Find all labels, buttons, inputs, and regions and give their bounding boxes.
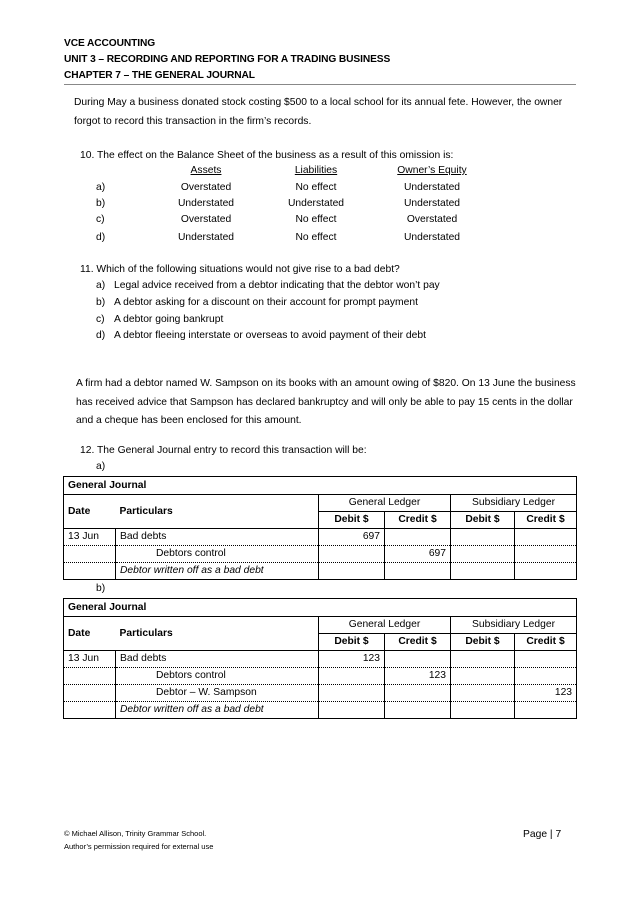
- journal-narration: Debtor written off as a bad debt: [116, 702, 319, 719]
- q10-option-letter: d): [96, 232, 106, 243]
- journal-particulars: Debtors control: [116, 546, 319, 563]
- intro-paragraph: During May a business donated stock costing $500 to a local school for its annual fete. However, the owner forgot to record this transaction in the firm’s records.: [74, 97, 563, 127]
- q10-option-equity: Overstated: [406, 214, 458, 225]
- q10-header-liabilities: Liabilities: [294, 165, 338, 176]
- journal-date: 13 Jun: [64, 529, 116, 546]
- q11-option-c: [96, 312, 223, 328]
- journal-sl-credit: [515, 651, 577, 668]
- q10-option-d: [96, 230, 516, 246]
- journal-title: General Journal: [64, 477, 577, 495]
- journal-date: [64, 702, 116, 719]
- q10-option-b: [96, 196, 516, 212]
- q10-option-letter: a): [96, 182, 106, 193]
- journal-ledger-header-row: [64, 617, 577, 634]
- q10-option-assets: Overstated: [180, 182, 232, 193]
- journal-sl-debit: [451, 563, 515, 580]
- q12-option-b-label: b): [96, 583, 106, 594]
- journal-row: [64, 546, 577, 563]
- q10-option-liabilities: Understated: [287, 198, 345, 209]
- q10-option-assets: Overstated: [180, 214, 232, 225]
- subsidiary-ledger-header: Subsidiary Ledger: [451, 495, 577, 512]
- general-journal-b: [63, 598, 577, 719]
- journal-gl-credit: 123: [385, 668, 451, 685]
- scenario-paragraph: A firm had a debtor named W. Sampson on its books with an amount owing of $820. On 13 June the business has received advice that Sampson has declared bankruptcy and will only be able to pay 15 cents in the dollar and a cheque has been enclosed for this amount.: [76, 378, 576, 426]
- header-subject: VCE ACCOUNTING: [64, 38, 156, 49]
- journal-date: [64, 546, 116, 563]
- q11-option-text: A debtor fleeing interstate or overseas to avoid payment of their debt: [114, 330, 426, 341]
- journal-gl-credit: [385, 702, 451, 719]
- journal-sl-credit: [515, 546, 577, 563]
- journal-gl-debit: [319, 546, 385, 563]
- journal-date-header: Date: [64, 495, 116, 529]
- q10-option-assets: Understated: [177, 232, 235, 243]
- journal-gl-credit: 697: [385, 546, 451, 563]
- q11-option-d: [96, 328, 426, 344]
- general-journal-a: [63, 476, 577, 580]
- q10-option-assets: Understated: [177, 198, 235, 209]
- q11-option-letter: b): [96, 297, 106, 308]
- journal-narration-row: [64, 702, 577, 719]
- journal-particulars-header: Particulars: [116, 495, 319, 529]
- q12-option-a-label: a): [96, 461, 106, 472]
- journal-gl-credit: [385, 651, 451, 668]
- general-ledger-header: General Ledger: [319, 495, 451, 512]
- journal-title-row: [64, 477, 577, 495]
- journal-sl-debit: [451, 668, 515, 685]
- q10-option-liabilities: No effect: [295, 232, 337, 243]
- journal-ledger-header-row: [64, 495, 577, 512]
- gl-credit-header: Credit $: [385, 634, 451, 651]
- q11-option-letter: d): [96, 330, 106, 341]
- q10-option-liabilities: No effect: [295, 214, 337, 225]
- q11-option-text: A debtor going bankrupt: [114, 314, 224, 325]
- journal-sl-credit: [515, 529, 577, 546]
- journal-particulars: Debtor – W. Sampson: [116, 685, 319, 702]
- journal-gl-debit: [319, 563, 385, 580]
- journal-row: [64, 668, 577, 685]
- journal-gl-credit: [385, 529, 451, 546]
- q11-option-text: A debtor asking for a discount on their account for prompt payment: [114, 297, 418, 308]
- journal-gl-credit: [385, 563, 451, 580]
- journal-sl-debit: [451, 529, 515, 546]
- sl-debit-header: Debit $: [451, 512, 515, 529]
- gl-debit-header: Debit $: [319, 634, 385, 651]
- journal-gl-credit: [385, 685, 451, 702]
- sl-credit-header: Credit $: [515, 512, 577, 529]
- gl-credit-header: Credit $: [385, 512, 451, 529]
- q11-option-a: [96, 278, 440, 294]
- journal-gl-debit: 123: [319, 651, 385, 668]
- journal-title-row: [64, 599, 577, 617]
- journal-date-header: Date: [64, 617, 116, 651]
- journal-narration-row: [64, 563, 577, 580]
- q10-option-c: [96, 212, 516, 228]
- journal-row: [64, 529, 577, 546]
- general-ledger-header: General Ledger: [319, 617, 451, 634]
- q10-option-equity: Understated: [403, 182, 461, 193]
- question-12: 12. The General Journal entry to record this transaction will be:: [80, 445, 367, 456]
- q10-header-assets: Assets: [190, 165, 222, 176]
- q10-option-letter: b): [96, 198, 106, 209]
- journal-particulars: Bad debts: [116, 651, 319, 668]
- q10-option-letter: c): [96, 214, 105, 225]
- footer-copyright: [64, 827, 213, 853]
- page-number: Page | 7: [523, 829, 562, 840]
- question-10: 10. The effect on the Balance Sheet of the business as a result of this omission is:: [80, 150, 454, 161]
- header-chapter: CHAPTER 7 – THE GENERAL JOURNAL: [64, 70, 255, 81]
- q10-option-a: [96, 180, 516, 196]
- journal-narration: Debtor written off as a bad debt: [116, 563, 319, 580]
- journal-sl-credit: [515, 668, 577, 685]
- journal-row: [64, 651, 577, 668]
- q10-option-equity: Understated: [403, 198, 461, 209]
- journal-title: General Journal: [64, 599, 577, 617]
- journal-gl-debit: 697: [319, 529, 385, 546]
- q11-option-letter: a): [96, 280, 106, 291]
- journal-particulars: Debtors control: [116, 668, 319, 685]
- q11-option-b: [96, 295, 418, 311]
- journal-sl-credit: 123: [515, 685, 577, 702]
- question-11: 11. Which of the following situations would not give rise to a bad debt?: [80, 264, 400, 275]
- journal-sl-credit: [515, 702, 577, 719]
- journal-particulars-header: Particulars: [116, 617, 319, 651]
- journal-gl-debit: [319, 668, 385, 685]
- sl-debit-header: Debit $: [451, 634, 515, 651]
- q10-header-equity: Owner’s Equity: [397, 165, 467, 176]
- footer-copyright-text: © Michael Allison, Trinity Grammar School.: [64, 829, 207, 838]
- header-unit: UNIT 3 – RECORDING AND REPORTING FOR A TRADING BUSINESS: [64, 54, 391, 65]
- subsidiary-ledger-header: Subsidiary Ledger: [451, 617, 577, 634]
- journal-date: [64, 685, 116, 702]
- q11-option-letter: c): [96, 314, 105, 325]
- journal-date: 13 Jun: [64, 651, 116, 668]
- q11-option-text: Legal advice received from a debtor indicating that the debtor won’t pay: [114, 280, 440, 291]
- journal-sl-debit: [451, 546, 515, 563]
- q10-header-row: [96, 163, 516, 179]
- journal-date: [64, 668, 116, 685]
- header-divider: [64, 84, 576, 85]
- journal-sl-debit: [451, 702, 515, 719]
- gl-debit-header: Debit $: [319, 512, 385, 529]
- journal-sl-debit: [451, 651, 515, 668]
- q10-option-equity: Understated: [403, 232, 461, 243]
- journal-particulars: Bad debts: [116, 529, 319, 546]
- journal-gl-debit: [319, 702, 385, 719]
- document-header: [64, 36, 576, 84]
- sl-credit-header: Credit $: [515, 634, 577, 651]
- journal-row: [64, 685, 577, 702]
- journal-gl-debit: [319, 685, 385, 702]
- journal-date: [64, 563, 116, 580]
- footer-permission-text: Author’s permission required for external use: [64, 842, 214, 851]
- q10-option-liabilities: No effect: [295, 182, 337, 193]
- journal-sl-credit: [515, 563, 577, 580]
- journal-sl-debit: [451, 685, 515, 702]
